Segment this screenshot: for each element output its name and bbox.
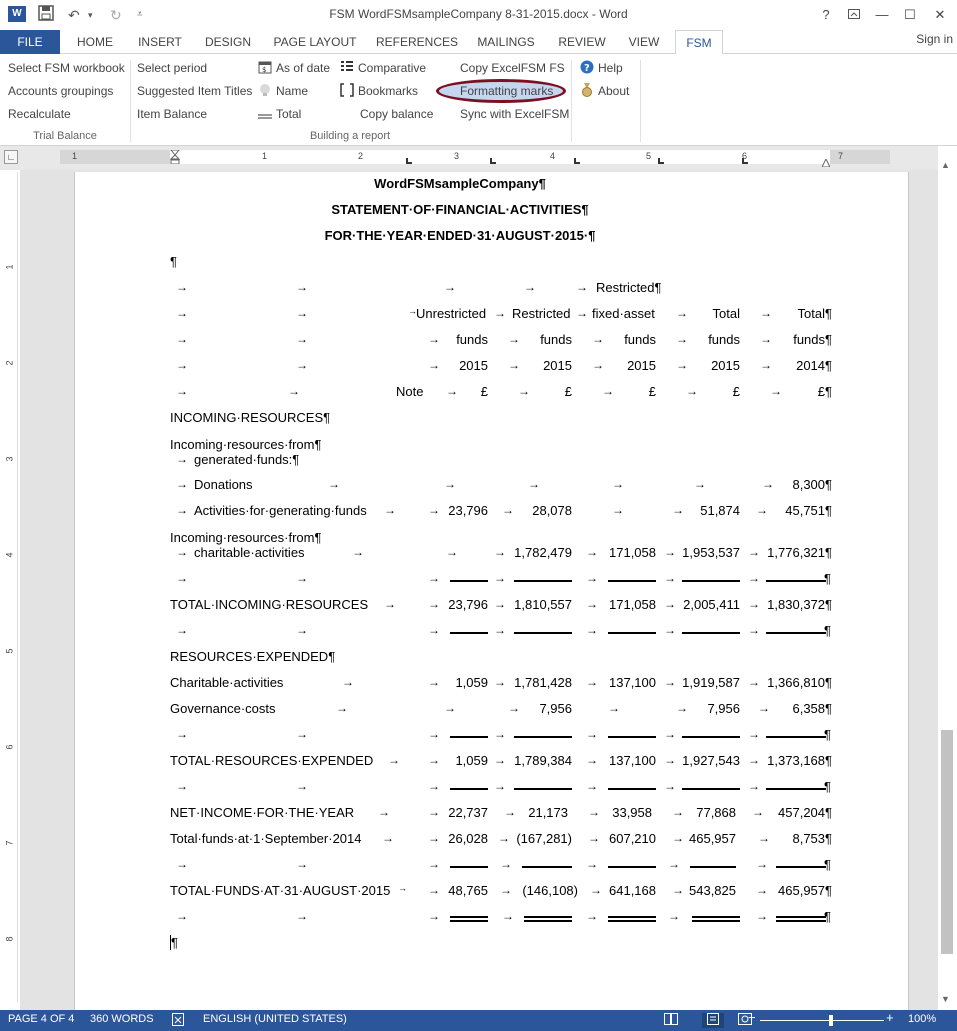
value-cell: 171,058 xyxy=(609,545,656,560)
tab-mailings[interactable]: MAILINGS xyxy=(477,35,535,49)
redo-icon[interactable]: ↻ xyxy=(110,7,122,23)
header-row[interactable]: → → → → → Restricted¶ xyxy=(176,280,662,295)
header-cell: 2015 xyxy=(543,358,572,373)
table-row[interactable]: NET·INCOME·FOR·THE·YEAR → → 22,737 → 21,173 → 33,958 → 77,868 → 457,204¶ xyxy=(170,805,832,820)
pilcrow: ¶ xyxy=(824,623,831,638)
header-cell: funds xyxy=(540,332,572,347)
total-label: Total xyxy=(276,107,302,121)
blank-paragraph[interactable] xyxy=(0,254,957,274)
row-label: Incoming·resources·from¶ xyxy=(170,530,322,545)
ribbon-display-options-icon[interactable] xyxy=(842,4,866,26)
recalculate-button[interactable]: Recalculate xyxy=(8,107,71,121)
table-row[interactable]: → Activities·for·generating·funds → → 23,796 → 28,078 → → 51,874 → 45,751¶ xyxy=(176,503,832,518)
value-cell: 7,956 xyxy=(539,701,572,716)
horizontal-ruler[interactable] xyxy=(60,150,890,164)
ruler-number: 2 xyxy=(358,151,364,161)
name-button[interactable] xyxy=(258,81,308,101)
header-row[interactable]: → → → 2015 → 2015 → 2015 → 2015 → 2014¶ xyxy=(176,358,832,373)
header-cell: £ xyxy=(648,384,656,399)
value-cell: 1,781,428 xyxy=(514,675,572,690)
read-mode-icon[interactable] xyxy=(664,1013,678,1028)
bookmarks-button[interactable] xyxy=(340,81,418,101)
header-cell: 2015 xyxy=(459,358,488,373)
pilcrow: ¶ xyxy=(170,254,177,269)
as-of-date-button[interactable] xyxy=(258,58,330,78)
value-cell: 1,810,557 xyxy=(514,597,572,612)
tab-references[interactable]: REFERENCES xyxy=(375,35,458,49)
statement-title[interactable]: STATEMENT·OF·FINANCIAL·ACTIVITIES¶ xyxy=(331,202,589,217)
ribbon-tabs xyxy=(0,30,957,54)
proofing-icon[interactable] xyxy=(172,1013,186,1029)
header-cell: funds xyxy=(624,332,656,347)
value-cell: 48,765 xyxy=(448,883,488,898)
value-cell: 23,796 xyxy=(448,597,488,612)
svg-text:$: $ xyxy=(262,66,267,74)
tab-stop-marker[interactable] xyxy=(742,158,748,164)
help-icon xyxy=(580,60,594,74)
group-separator xyxy=(571,60,572,142)
ruler-number: 4 xyxy=(550,151,556,161)
period-title[interactable]: FOR·THE·YEAR·ENDED·31·AUGUST·2015·¶ xyxy=(324,228,596,243)
table-row[interactable]: Governance·costs → → → 7,956 → → 7,956 → 6,358¶ xyxy=(170,701,832,716)
header-cell: £¶ xyxy=(817,384,832,399)
final-paragraph[interactable] xyxy=(0,935,957,955)
vruler-number: 1 xyxy=(4,264,15,270)
header-cell: funds¶ xyxy=(793,332,832,347)
ruler-number: 3 xyxy=(454,151,460,161)
value-cell: (167,281) xyxy=(516,831,572,846)
undo-icon[interactable]: ↶ xyxy=(68,7,80,23)
table-row[interactable]: Total·funds·at·1·September·2014 → → 26,028 → (167,281) → 607,210 → 465,957 → 8,753¶ xyxy=(170,831,832,846)
status-bar xyxy=(0,1010,957,1031)
header-note: Note xyxy=(396,384,424,399)
table-row[interactable]: → Donations → → → → → → 8,300¶ xyxy=(176,477,832,492)
ruler-number: 1 xyxy=(72,151,78,161)
header-cell: funds xyxy=(456,332,488,347)
vruler-number: 3 xyxy=(4,456,15,462)
header-cell: Total xyxy=(712,306,740,321)
section-heading[interactable] xyxy=(0,410,957,430)
value-cell: 1,927,543 xyxy=(682,753,740,768)
print-layout-icon[interactable] xyxy=(702,1013,724,1028)
help-ribbon-button[interactable] xyxy=(580,58,623,78)
value-cell: 641,168 xyxy=(609,883,656,898)
value-cell: 465,957¶ xyxy=(778,883,832,898)
vruler-number: 8 xyxy=(4,936,15,942)
value-cell: 22,737 xyxy=(448,805,488,820)
row-label: charitable·activities xyxy=(194,545,305,560)
scroll-up-icon[interactable]: ▲ xyxy=(941,160,950,170)
help-button[interactable]: ? xyxy=(822,7,830,22)
value-cell: 457,204¶ xyxy=(778,805,832,820)
copy-balance-button[interactable]: Copy balance xyxy=(360,107,434,121)
double-line-icon xyxy=(258,106,272,120)
pilcrow-cursor: ¶ xyxy=(171,935,178,950)
accounts-groupings-button[interactable]: Accounts groupings xyxy=(8,84,114,98)
trial-balance-group-label: Trial Balance xyxy=(33,130,97,142)
page-count[interactable]: PAGE 4 OF 4 xyxy=(8,1013,75,1025)
tab-selector-icon[interactable]: ∟ xyxy=(4,150,18,164)
zoom-in-button[interactable]: + xyxy=(886,1010,894,1025)
group-separator xyxy=(640,60,641,142)
vruler-number: 4 xyxy=(4,552,15,558)
tab-home[interactable]: HOME xyxy=(77,35,113,49)
total-button[interactable] xyxy=(258,104,301,124)
tab-fsm[interactable]: FSM xyxy=(675,30,723,55)
table-row[interactable]: TOTAL·RESOURCES·EXPENDED → → 1,059 → 1,789,384 → 137,100 → 1,927,543 → 1,373,168¶ xyxy=(170,753,832,768)
value-cell: 6,358¶ xyxy=(792,701,832,716)
value-cell: 137,100 xyxy=(609,675,656,690)
value-cell: 137,100 xyxy=(609,753,656,768)
header-cell: 2015 xyxy=(627,358,656,373)
word-count[interactable]: 360 WORDS xyxy=(90,1013,154,1025)
value-cell: 33,958 xyxy=(612,805,652,820)
value-cell: 2,005,411 xyxy=(683,597,740,612)
value-cell: 1,373,168¶ xyxy=(767,753,832,768)
value-cell: 171,058 xyxy=(609,597,656,612)
underline-row[interactable]: → → → → → → → ¶ xyxy=(176,623,831,638)
building-report-group-label: Building a report xyxy=(309,130,391,142)
right-indent-marker-icon[interactable] xyxy=(822,156,830,164)
lightbulb-icon xyxy=(258,83,272,97)
row-label: Total·funds·at·1·September·2014 xyxy=(170,831,362,846)
zoom-slider-knob[interactable] xyxy=(829,1015,833,1026)
comparative-button[interactable] xyxy=(340,58,426,78)
calendar-icon xyxy=(258,60,272,74)
row-label: TOTAL·RESOURCES·EXPENDED xyxy=(170,753,374,768)
customize-qat-icon[interactable]: ⩡ xyxy=(137,9,143,20)
vertical-scrollbar[interactable] xyxy=(938,146,957,1010)
header-cell: 2014¶ xyxy=(796,358,832,373)
close-icon[interactable]: ✕ xyxy=(934,7,946,22)
value-cell: 1,953,537 xyxy=(682,545,740,560)
header-cell: £ xyxy=(732,384,740,399)
value-cell: 21,173 xyxy=(528,805,568,820)
columns-icon xyxy=(340,60,354,74)
value-cell: (146,108) xyxy=(522,883,578,898)
language-indicator[interactable]: ENGLISH (UNITED STATES) xyxy=(203,1013,347,1025)
maximize-icon[interactable]: ☐ xyxy=(904,7,916,22)
vruler-number: 2 xyxy=(4,360,15,366)
company-name[interactable]: WordFSMsampleCompany¶ xyxy=(374,176,546,191)
comparative-label: Comparative xyxy=(358,61,427,75)
value-cell: 1,776,321¶ xyxy=(767,545,832,560)
header-cell: £ xyxy=(564,384,572,399)
ruler-number: 5 xyxy=(646,151,652,161)
header-cell: Restricted xyxy=(512,306,571,321)
zoom-slider[interactable] xyxy=(760,1020,884,1021)
text-line[interactable]: → generated·funds:¶ xyxy=(176,452,300,467)
value-cell: 8,753¶ xyxy=(792,831,832,846)
vruler-number: 5 xyxy=(4,648,15,654)
select-fsm-workbook-button[interactable]: Select FSM workbook xyxy=(8,61,125,75)
row-label: Activities·for·generating·funds xyxy=(194,503,367,518)
value-cell: 1,919,587 xyxy=(682,675,740,690)
tab-design[interactable]: DESIGN xyxy=(204,35,251,49)
suggested-item-titles-button[interactable]: Suggested Item Titles xyxy=(137,84,253,98)
incoming-resources-heading: INCOMING·RESOURCES¶ xyxy=(170,410,331,425)
pilcrow: ¶ xyxy=(824,909,831,924)
value-cell: 51,874 xyxy=(700,503,740,518)
zoom-out-button[interactable]: − xyxy=(748,1010,756,1025)
as-of-date-label: As of date xyxy=(276,61,331,75)
name-label: Name xyxy=(276,84,309,98)
underline-row[interactable]: → → → → → → → ¶ xyxy=(176,857,831,872)
value-cell: 7,956 xyxy=(707,701,740,716)
header-cell: £ xyxy=(480,384,488,399)
row-label: NET·INCOME·FOR·THE·YEAR xyxy=(170,805,355,820)
help-label: Help xyxy=(598,61,623,75)
value-cell: 1,830,372¶ xyxy=(767,597,832,612)
zoom-level[interactable]: 100% xyxy=(908,1013,937,1025)
header-row[interactable]: → → → Unrestricted → Restricted → fixed·asset → Total → Total¶ xyxy=(176,306,832,321)
undo-dropdown-icon[interactable]: ▾ xyxy=(88,10,93,20)
item-balance-button[interactable]: Item Balance xyxy=(137,107,208,121)
header-row[interactable]: → → → funds → funds → funds → funds → funds¶ xyxy=(176,332,832,347)
scrollbar-thumb[interactable] xyxy=(941,730,953,954)
pilcrow: ¶ xyxy=(824,571,831,586)
about-label: About xyxy=(598,84,630,98)
tab-review[interactable]: REVIEW xyxy=(558,35,606,49)
header-cell: funds xyxy=(708,332,740,347)
value-cell: 26,028 xyxy=(448,831,488,846)
bookmarks-label: Bookmarks xyxy=(358,84,419,98)
medal-icon xyxy=(580,83,594,97)
value-cell: 8,300¶ xyxy=(792,477,832,492)
title-bar xyxy=(0,0,957,30)
value-cell: 45,751¶ xyxy=(785,503,832,518)
tab-stop-marker[interactable] xyxy=(658,158,664,164)
minimize-icon[interactable]: — xyxy=(875,7,889,22)
indent-marker-icon[interactable] xyxy=(170,150,178,164)
formatting-marks-button[interactable]: Formatting marks xyxy=(460,84,554,98)
row-label: TOTAL·INCOMING·RESOURCES xyxy=(170,597,369,612)
pilcrow: ¶ xyxy=(824,857,831,872)
row-label: Donations xyxy=(194,477,253,492)
pilcrow: ¶ xyxy=(824,727,831,742)
ribbon-fsm xyxy=(0,54,957,146)
resources-expended-heading: RESOURCES·EXPENDED¶ xyxy=(170,649,336,664)
row-label: Governance·costs xyxy=(170,701,276,716)
ruler-number: 7 xyxy=(838,151,844,161)
about-button[interactable] xyxy=(580,81,629,101)
underline-row[interactable]: → → → → → → → ¶ xyxy=(176,727,831,742)
value-cell: 1,366,810¶ xyxy=(767,675,832,690)
header-restricted: Restricted¶ xyxy=(596,280,662,295)
tab-stop-marker[interactable] xyxy=(490,158,496,164)
tab-view[interactable]: VIEW xyxy=(628,35,660,49)
double-underline-row[interactable]: → → → → → → → ¶ xyxy=(176,909,831,924)
table-row[interactable]: TOTAL·FUNDS·AT·31·AUGUST·2015 → → 48,765 → (146,108) → 641,168 → 543,825 → 465,957¶ xyxy=(170,883,832,898)
section-heading[interactable] xyxy=(0,649,957,669)
underline-row[interactable]: → → → → → → → ¶ xyxy=(176,779,831,794)
sign-in-link[interactable]: Sign in xyxy=(916,32,953,46)
value-cell: 543,825 xyxy=(689,883,736,898)
row-label: Incoming·resources·from¶ xyxy=(170,437,322,452)
ruler-text-area xyxy=(170,150,830,164)
value-cell: 1,782,479 xyxy=(514,545,572,560)
sync-with-excelfsm-button[interactable]: Sync with ExcelFSM xyxy=(460,107,570,121)
window-title: FSM WordFSMsampleCompany 8-31-2015.docx - Word xyxy=(329,7,628,21)
value-cell: 77,868 xyxy=(696,805,736,820)
scroll-down-icon[interactable]: ▼ xyxy=(941,994,950,1004)
table-row[interactable]: → charitable·activities → → → 1,782,479 → 171,058 → 1,953,537 → 1,776,321¶ xyxy=(176,545,832,560)
value-cell: 465,957 xyxy=(689,831,736,846)
value-cell: 28,078 xyxy=(532,503,572,518)
svg-text:?: ? xyxy=(584,63,590,74)
header-cell: Unrestricted xyxy=(416,306,487,321)
value-cell: 607,210 xyxy=(609,831,656,846)
row-label: generated·funds:¶ xyxy=(194,452,300,467)
tab-page-layout[interactable]: PAGE LAYOUT xyxy=(273,35,357,49)
select-period-button[interactable]: Select period xyxy=(137,61,208,75)
value-cell: 1,059 xyxy=(455,675,488,690)
ruler-number: 1 xyxy=(262,151,268,161)
tab-stop-marker[interactable] xyxy=(574,158,580,164)
copy-excelfsm-fs-button[interactable]: Copy ExcelFSM FS xyxy=(460,61,565,75)
vruler-number: 6 xyxy=(4,744,15,750)
word-app-icon[interactable]: W xyxy=(8,6,26,22)
row-label: Charitable·activities xyxy=(170,675,284,690)
value-cell: 1,789,384 xyxy=(514,753,572,768)
value-cell: 1,059 xyxy=(455,753,488,768)
header-cell: 2015 xyxy=(711,358,740,373)
underline-row[interactable]: → → → → → → → ¶ xyxy=(176,571,831,586)
vruler-number: 7 xyxy=(4,840,15,846)
row-label: TOTAL·FUNDS·AT·31·AUGUST·2015 xyxy=(170,883,391,898)
header-row[interactable]: → → Note → £ → £ → £ → £ → £¶ xyxy=(176,384,832,399)
header-cell: Total¶ xyxy=(797,306,832,321)
header-cell: fixed·asset xyxy=(592,306,655,321)
ruler-number: 6 xyxy=(742,151,748,161)
tab-stop-marker[interactable] xyxy=(406,158,412,164)
value-cell: 23,796 xyxy=(448,503,488,518)
pilcrow: ¶ xyxy=(824,779,831,794)
tab-insert[interactable]: INSERT xyxy=(138,35,182,49)
table-row[interactable]: TOTAL·INCOMING·RESOURCES → → 23,796 → 1,810,557 → 171,058 → 2,005,411 → 1,830,372¶ xyxy=(170,597,832,612)
tab-file[interactable]: FILE xyxy=(0,30,60,54)
bookmark-icon xyxy=(340,83,354,97)
table-row[interactable]: Charitable·activities → → 1,059 → 1,781,428 → 137,100 → 1,919,587 → 1,366,810¶ xyxy=(170,675,832,690)
